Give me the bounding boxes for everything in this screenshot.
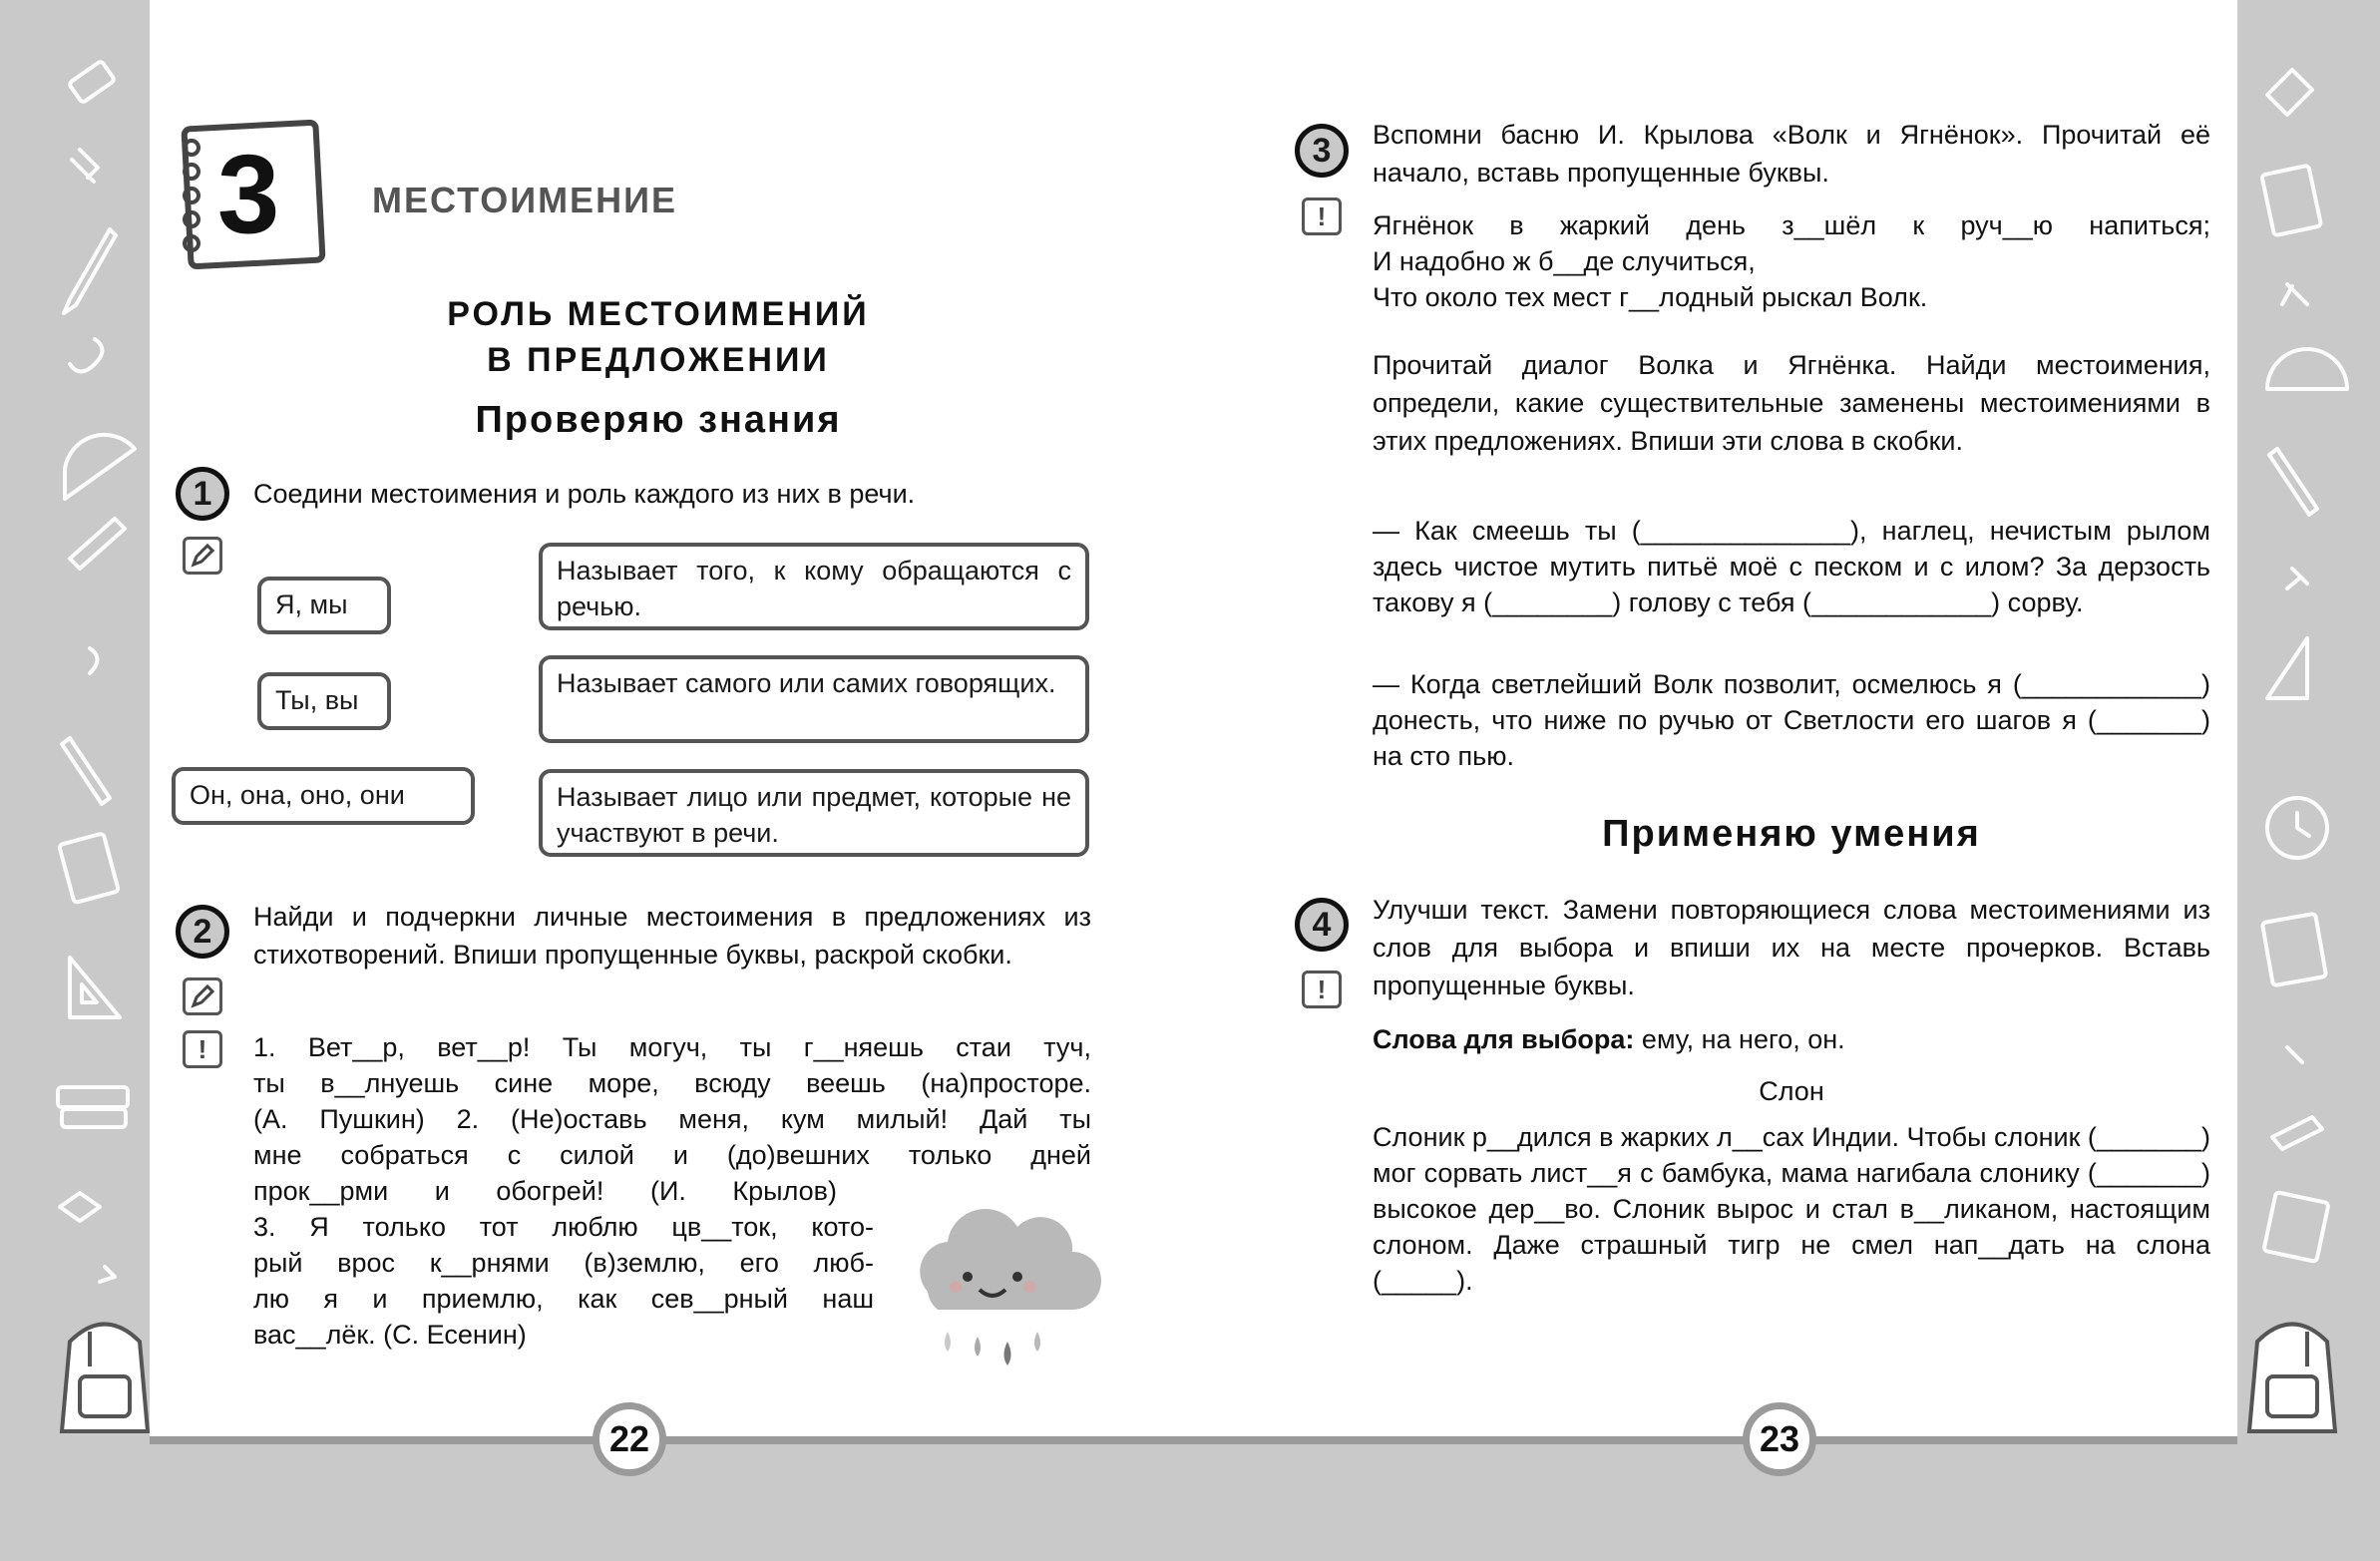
task-number-2: 2 <box>176 905 229 959</box>
right-doodle-strip <box>2237 0 2380 1436</box>
task3-dialog1: — Как смеешь ты (______________), наглец, нечистым рылом здесь чистое мутить питьё моё с песком и с илом? За дерзость такову я (________) голову с тебя (____________) сорву. <box>1373 516 2210 617</box>
page-number-left: 22 <box>593 1402 666 1476</box>
choice-label: Слова для выбора: <box>1373 1024 1635 1054</box>
task3-instruction2: Прочитай диалог Волка и Ягнёнка. Найди местоимения, определи, какие существительные заменены местоимениями в этих предложениях. Впиши эти слова в скобки. <box>1373 350 2210 456</box>
cloud-icon <box>898 1182 1107 1381</box>
task-number-4: 4 <box>1295 898 1349 952</box>
role-card-2[interactable]: Называет самого или самих говорящих. <box>539 655 1089 743</box>
poem-line: Ягнёнок в жаркий день з__шёл к руч__ю напиться; <box>1373 210 2210 240</box>
backpack-icon-right <box>2249 1325 2335 1432</box>
role-card-3[interactable]: Называет лицо или предмет, которые не участвуют в речи. <box>539 769 1089 857</box>
text-line: рый врос к__рнями (в)землю, его люб- <box>253 1248 874 1278</box>
task2-instruction: Найди и подчеркни личные местоимения в предложениях из стихотворений. Впиши пропущенные буквы, раскрой скобки. <box>253 902 1091 970</box>
task4-story: Слоник р__дился в жарких л__сах Индии. Чтобы слоник (_______) мог сорвать лист__я с бамбука, мама нагибала слонику (_______) высокое дер__во. Слоник вырос и стал в__ликаном, настоящим слоном. Даже страшный тигр не смел нап__дать на слона (_____). <box>1373 1122 2210 1296</box>
pronoun-card-1[interactable]: Я, мы <box>257 577 391 634</box>
task3-instruction: Вспомни басню И. Крылова «Волк и Ягнёнок». Прочитай её начало, вставь пропущенные буквы. <box>1373 120 2210 188</box>
text-line: ты в__лнуешь сине море, всюду веешь (на)просторе. <box>253 1068 1091 1098</box>
backpack-icon-left <box>62 1325 148 1432</box>
exclamation-icon: ! <box>1302 197 1342 235</box>
bottom-rule <box>150 1436 2237 1444</box>
subsection-title-check: Проверяю знания <box>475 399 842 441</box>
text-line: вас__лёк. (С. Есенин) <box>253 1320 527 1350</box>
task3-dialog2: — Когда светлейший Волк позволит, осмелюсь я (____________) донесть, что ниже по ручью от Светлости его шагов я (_______) на сто пью. <box>1373 669 2210 771</box>
story-title: Слон <box>1759 1076 1824 1106</box>
text-line: мне собраться с силой и (до)вешних только дней <box>253 1140 1091 1170</box>
exclamation-icon: ! <box>183 1030 222 1068</box>
page-number-right: 23 <box>1743 1402 1816 1476</box>
pencil-icon <box>183 977 222 1015</box>
subsection-title-apply: Применяю умения <box>1602 813 1981 855</box>
task3-poem <box>1373 207 2210 315</box>
task4-choices <box>1373 1021 2210 1057</box>
task4-instruction: Улучши текст. Замени повторяющиеся слова местоимениями из слов для выбора и впиши их на месте прочерков. Вставь пропущенные буквы. <box>1373 895 2210 1000</box>
text-line: лю я и приемлю, как сев__рный наш <box>253 1284 874 1314</box>
poem-line: И надобно ж б__де случиться, <box>1373 246 1756 276</box>
chapter-number: 3 <box>217 132 280 256</box>
school-doodles-icon <box>2237 0 2380 1436</box>
chapter-badge <box>170 120 329 279</box>
left-doodle-strip <box>0 0 150 1436</box>
task1-instruction: Соедини местоимения и роль каждого из них в речи. <box>253 479 916 509</box>
school-doodles-icon <box>0 0 150 1436</box>
text-line: прок__рми и обогрей! (И. Крылов) <box>253 1176 837 1206</box>
task-number-3: 3 <box>1295 124 1349 178</box>
exclamation-icon: ! <box>1302 971 1342 1008</box>
poem-line: Что около тех мест г__лодный рыскал Волк. <box>1373 282 1928 312</box>
section-title-line1: РОЛЬ МЕСТОИМЕНИЙ <box>447 295 870 333</box>
chapter-title: МЕСТОИМЕНИЕ <box>372 180 677 220</box>
pronoun-card-3[interactable]: Он, она, оно, они <box>172 767 475 825</box>
pronoun-card-2[interactable]: Ты, вы <box>257 672 391 730</box>
section-title <box>379 291 938 383</box>
section-title-line2: В ПРЕДЛОЖЕНИИ <box>487 341 830 379</box>
role-card-1[interactable]: Называет того, к кому обращаются с речью. <box>539 543 1089 630</box>
text-line: 3. Я только тот люблю цв__ток, кото- <box>253 1212 874 1242</box>
task-number-1: 1 <box>176 467 229 521</box>
page-bottom-band <box>0 1436 2380 1561</box>
text-line: 1. Вет__р, вет__р! Ты могуч, ты г__няешь стаи туч, <box>253 1032 1091 1062</box>
pencil-icon <box>183 537 222 575</box>
choice-words: ему, на него, он. <box>1634 1024 1845 1054</box>
text-line: (А. Пушкин) 2. (Не)оставь меня, кум милый! Дай ты <box>253 1104 1091 1134</box>
